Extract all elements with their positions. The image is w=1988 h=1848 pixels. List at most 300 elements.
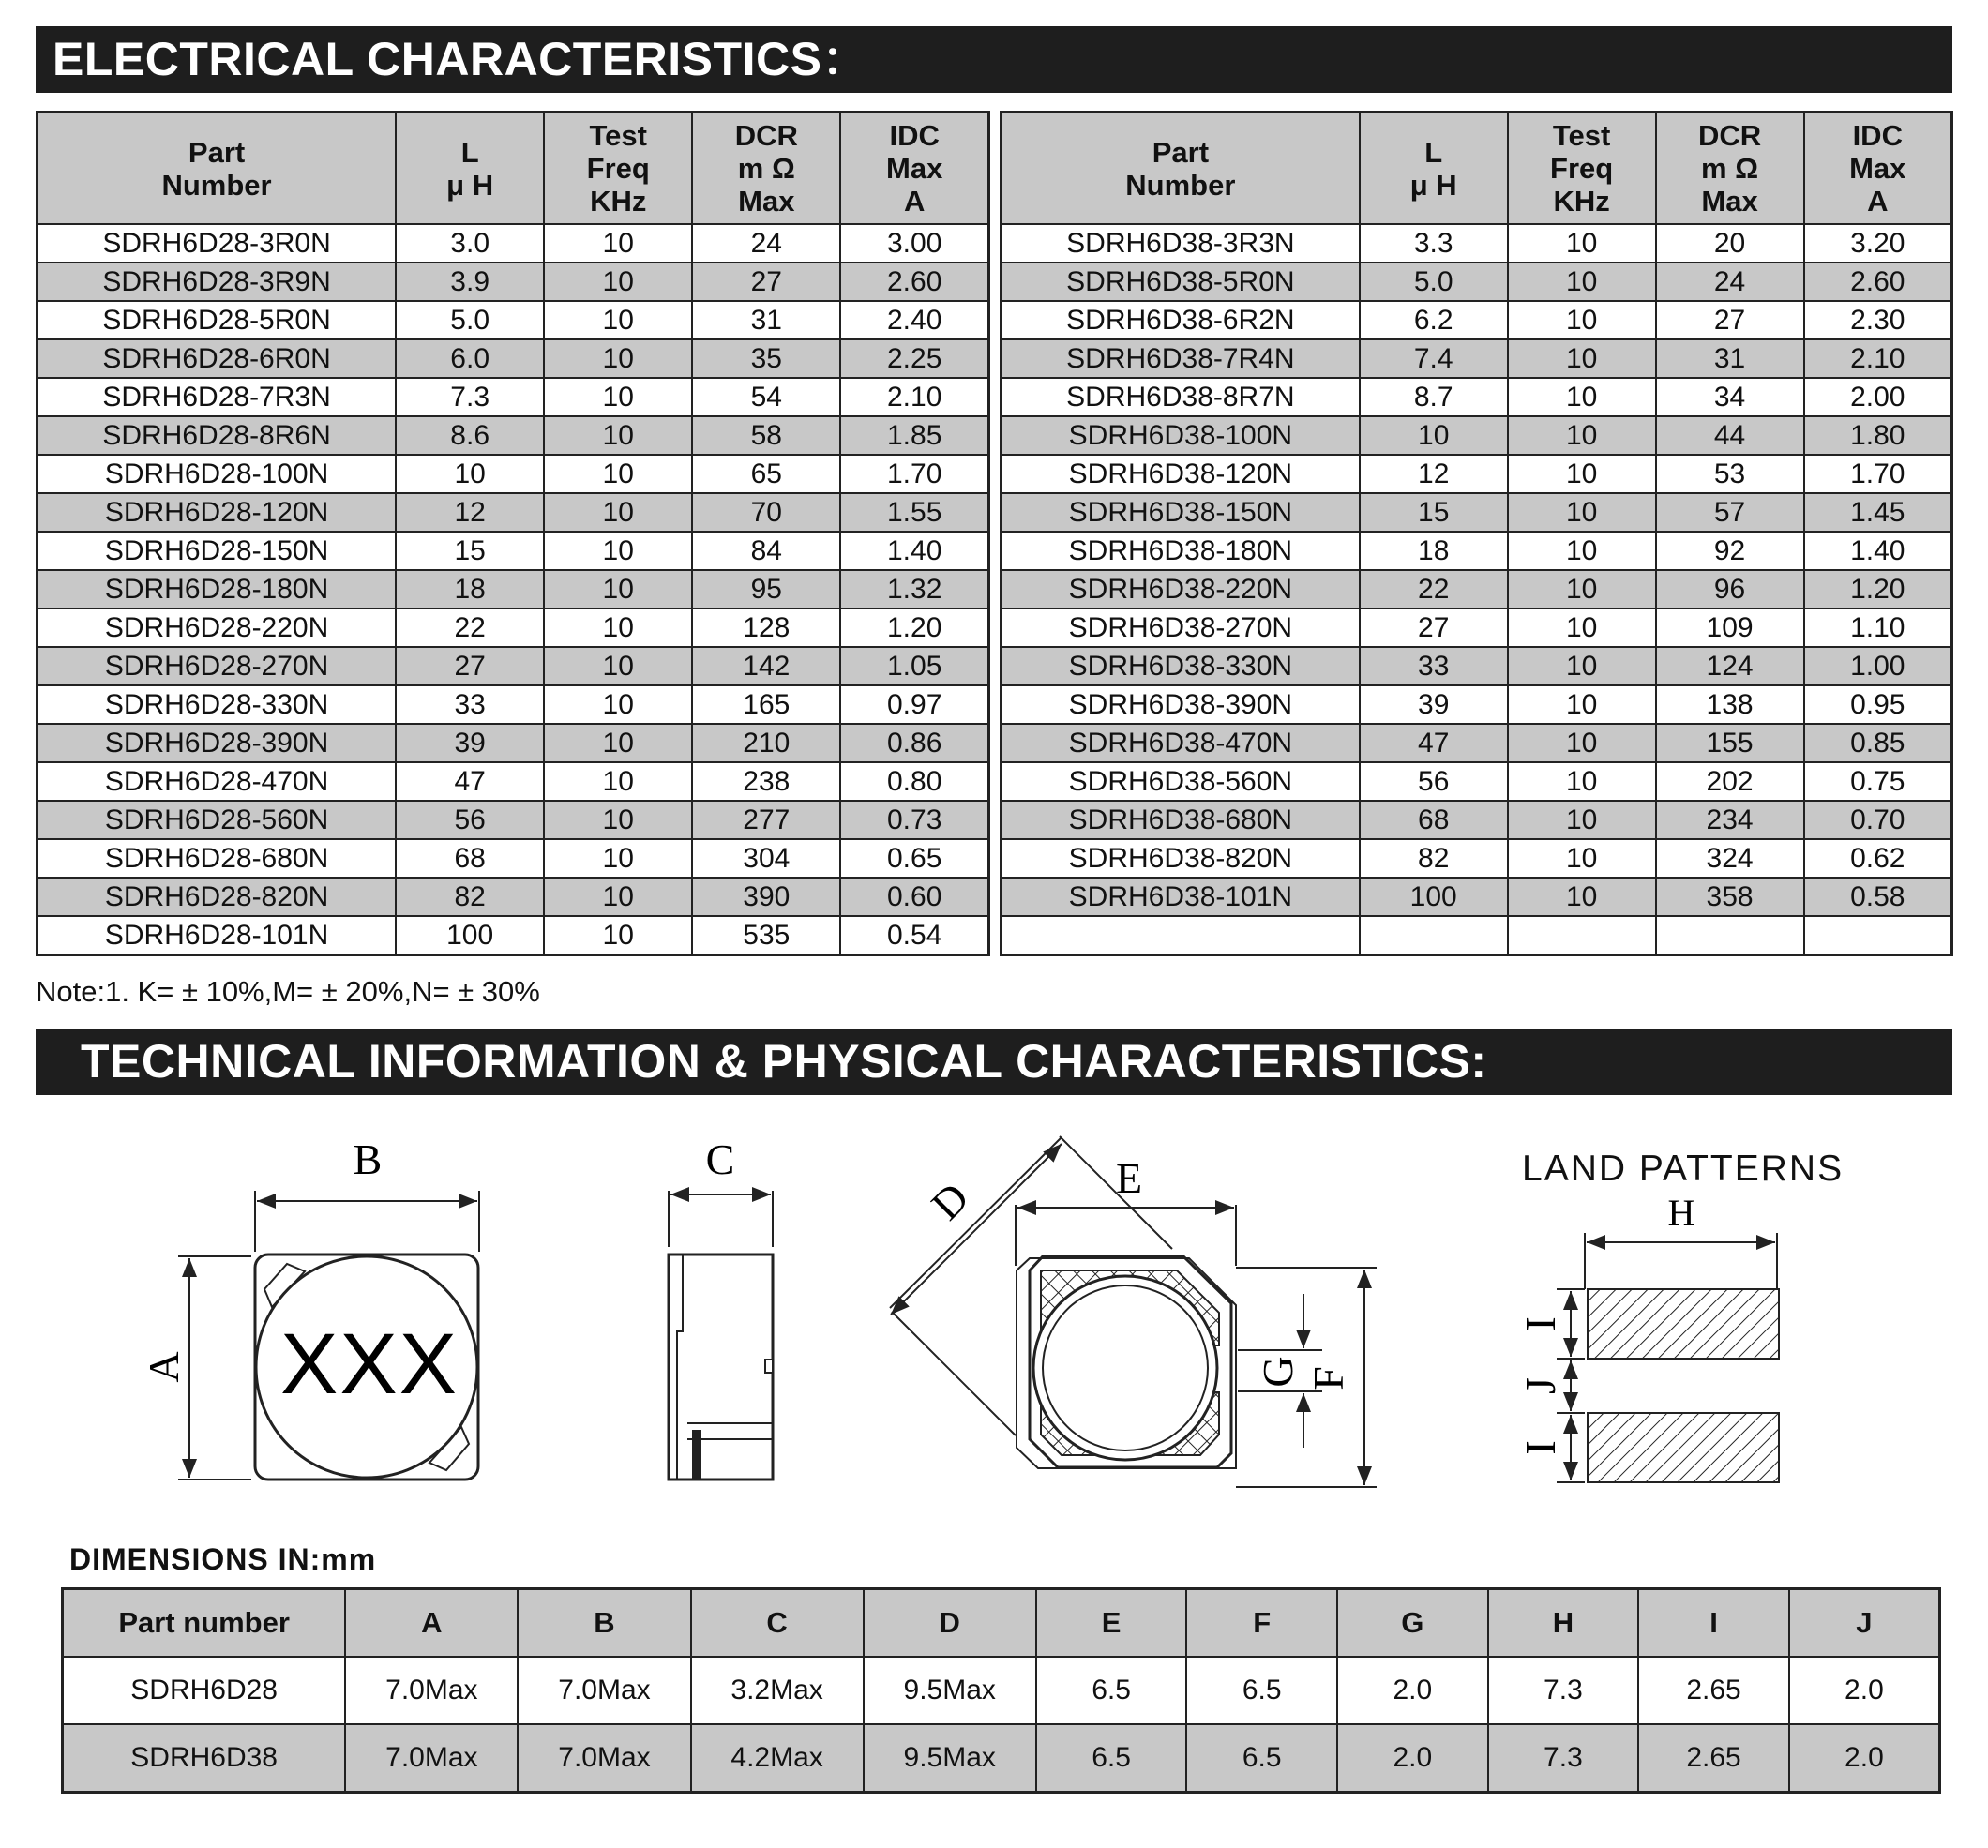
- table-cell: 10: [1508, 608, 1656, 647]
- electrical-table-6d38: [1000, 111, 1953, 956]
- banner-title: ELECTRICAL CHARACTERISTICS: [53, 33, 822, 85]
- table-row: [38, 570, 989, 608]
- header-row: [1002, 113, 1952, 225]
- table-cell: 10: [1508, 878, 1656, 916]
- table-cell: 1.20: [840, 608, 988, 647]
- table-cell: 24: [1656, 263, 1804, 301]
- table-cell: 2.25: [840, 339, 988, 378]
- table-row: [1002, 762, 1952, 801]
- label-i-top: I: [1516, 1316, 1564, 1331]
- header-text: Max: [738, 185, 795, 218]
- table-cell: 1.85: [840, 416, 988, 455]
- table-cell: 39: [1360, 685, 1508, 724]
- table-cell: 6.2: [1360, 301, 1508, 339]
- table-cell: 10: [544, 339, 692, 378]
- table-cell: 35: [692, 339, 840, 378]
- table-cell: [1656, 916, 1804, 955]
- header-text: A: [903, 185, 926, 218]
- table-cell: [1360, 916, 1508, 955]
- table-cell: 6.5: [1036, 1724, 1187, 1793]
- header-text: m Ω: [737, 152, 795, 185]
- core-inner-circle: [1043, 1285, 1208, 1450]
- table-cell: 202: [1656, 762, 1804, 801]
- table-cell: 2.00: [1804, 378, 1952, 416]
- table-cell: 12: [1360, 455, 1508, 493]
- table-cell: 10: [544, 608, 692, 647]
- table-cell: 70: [692, 493, 840, 532]
- table-cell: 84: [692, 532, 840, 570]
- table-row: [1002, 493, 1952, 532]
- header-text: DCR: [734, 119, 798, 152]
- table-cell: SDRH6D28-5R0N: [38, 301, 397, 339]
- header-text: KHz: [1553, 185, 1610, 218]
- table-cell: 65: [692, 455, 840, 493]
- table-cell: 10: [1508, 647, 1656, 685]
- header-text: DCR: [1697, 119, 1762, 152]
- table-cell: 0.85: [1804, 724, 1952, 762]
- table-cell: 3.00: [840, 224, 988, 263]
- table-cell: 10: [544, 455, 692, 493]
- table-cell: 7.3: [396, 378, 544, 416]
- table-cell: SDRH6D28-120N: [38, 493, 397, 532]
- tolerance-note: Note:1. K= ± 10%,M= ± 20%,N= ± 30%: [36, 975, 540, 1008]
- table-cell: 27: [396, 647, 544, 685]
- table-cell: 165: [692, 685, 840, 724]
- table-cell: SDRH6D28-100N: [38, 455, 397, 493]
- table-row: [38, 878, 989, 916]
- header-text: Max: [1849, 152, 1906, 185]
- table-cell: 0.58: [1804, 878, 1952, 916]
- table-cell: SDRH6D28-8R6N: [38, 416, 397, 455]
- table-cell: 1.05: [840, 647, 988, 685]
- table-cell: 92: [1656, 532, 1804, 570]
- table-cell: 1.10: [1804, 608, 1952, 647]
- table-row: [38, 801, 989, 839]
- table-cell: SDRH6D28-820N: [38, 878, 397, 916]
- table-cell: 2.0: [1789, 1724, 1940, 1793]
- table-cell: [1002, 916, 1360, 955]
- table-cell: 100: [1360, 878, 1508, 916]
- table-cell: SDRH6D28-560N: [38, 801, 397, 839]
- table-cell: 9.5Max: [864, 1657, 1036, 1724]
- table-cell: 1.40: [840, 532, 988, 570]
- dimensions-header-cell: I: [1638, 1589, 1789, 1658]
- table-row: [38, 916, 989, 955]
- table-cell: 33: [396, 685, 544, 724]
- table-cell: 2.60: [840, 263, 988, 301]
- table-cell: 109: [1656, 608, 1804, 647]
- table-cell: SDRH6D38-7R4N: [1002, 339, 1360, 378]
- table-cell: 0.60: [840, 878, 988, 916]
- table-row: [38, 839, 989, 878]
- table-cell: 100: [396, 916, 544, 955]
- header-text: μ H: [1409, 168, 1457, 202]
- table-cell: 96: [1656, 570, 1804, 608]
- table-cell: 138: [1656, 685, 1804, 724]
- table-cell: 7.0Max: [345, 1657, 518, 1724]
- label-f: F: [1304, 1366, 1352, 1390]
- table-cell: SDRH6D28-390N: [38, 724, 397, 762]
- table-cell: SDRH6D38: [63, 1724, 346, 1793]
- dimensions-header-cell: Part number: [63, 1589, 346, 1658]
- table-cell: SDRH6D38-8R7N: [1002, 378, 1360, 416]
- table-cell: SDRH6D38-150N: [1002, 493, 1360, 532]
- table-cell: SDRH6D38-820N: [1002, 839, 1360, 878]
- table-row: [38, 339, 989, 378]
- table-row: [1002, 685, 1952, 724]
- table-cell: 0.86: [840, 724, 988, 762]
- header-text: Number: [161, 168, 272, 202]
- table-row: [1002, 339, 1952, 378]
- table-cell: 10: [544, 224, 692, 263]
- table-cell: 10: [544, 762, 692, 801]
- table-cell: 155: [1656, 724, 1804, 762]
- table-cell: SDRH6D38-560N: [1002, 762, 1360, 801]
- banner-title: TECHNICAL INFORMATION & PHYSICAL CHARACTERISTICS:: [81, 1035, 1487, 1088]
- table-cell: 10: [544, 839, 692, 878]
- table-cell: [1804, 916, 1952, 955]
- table-cell: 8.7: [1360, 378, 1508, 416]
- dimensions-header-cell: F: [1186, 1589, 1337, 1658]
- table-cell: 58: [692, 416, 840, 455]
- land-pad-top: [1588, 1289, 1779, 1359]
- table-cell: SDRH6D28-3R0N: [38, 224, 397, 263]
- table-row: [1002, 416, 1952, 455]
- table-cell: 234: [1656, 801, 1804, 839]
- table-cell: 20: [1656, 224, 1804, 263]
- table-cell: 6.5: [1186, 1657, 1337, 1724]
- table-row: [1002, 378, 1952, 416]
- table-cell: 10: [544, 570, 692, 608]
- table-cell: SDRH6D28-180N: [38, 570, 397, 608]
- dimensions-header-row: [63, 1589, 1940, 1658]
- table-cell: 2.30: [1804, 301, 1952, 339]
- header-text: Test: [1552, 119, 1611, 152]
- table-cell: 22: [396, 608, 544, 647]
- table-cell: 5.0: [1360, 263, 1508, 301]
- table-cell: 10: [1508, 685, 1656, 724]
- header-text: L: [460, 135, 479, 169]
- table-cell: 10: [1508, 416, 1656, 455]
- table-cell: SDRH6D38-6R2N: [1002, 301, 1360, 339]
- table-cell: 1.20: [1804, 570, 1952, 608]
- table-cell: 34: [1656, 378, 1804, 416]
- table-cell: SDRH6D38-3R3N: [1002, 224, 1360, 263]
- dimensions-header-cell: J: [1789, 1589, 1940, 1658]
- table-cell: SDRH6D28: [63, 1657, 346, 1724]
- table-cell: 10: [1508, 263, 1656, 301]
- header-text: Freq: [586, 152, 650, 185]
- table-cell: SDRH6D38-470N: [1002, 724, 1360, 762]
- table-cell: 24: [692, 224, 840, 263]
- table-cell: SDRH6D38-101N: [1002, 878, 1360, 916]
- dimensions-header-cell: D: [864, 1589, 1036, 1658]
- label-d: D: [922, 1173, 978, 1229]
- table-cell: SDRH6D38-220N: [1002, 570, 1360, 608]
- header-inductance: [1360, 113, 1508, 225]
- table-row: [63, 1724, 1940, 1793]
- table-cell: 57: [1656, 493, 1804, 532]
- table-cell: 56: [396, 801, 544, 839]
- table-cell: SDRH6D28-330N: [38, 685, 397, 724]
- table-cell: 15: [396, 532, 544, 570]
- table-cell: 0.65: [840, 839, 988, 878]
- inductor-side-body: [669, 1255, 773, 1480]
- table-cell: 82: [1360, 839, 1508, 878]
- table-cell: 44: [1656, 416, 1804, 455]
- header-text: m Ω: [1701, 152, 1759, 185]
- table-cell: SDRH6D28-680N: [38, 839, 397, 878]
- header-text: A: [1867, 185, 1889, 218]
- table-cell: 7.3: [1488, 1724, 1639, 1793]
- table-cell: 10: [1508, 762, 1656, 801]
- table-cell: SDRH6D38-120N: [1002, 455, 1360, 493]
- table-cell: 1.80: [1804, 416, 1952, 455]
- label-i-bottom: I: [1516, 1440, 1564, 1455]
- table-cell: 0.95: [1804, 685, 1952, 724]
- header-text: Freq: [1550, 152, 1614, 185]
- table-cell: 10: [544, 378, 692, 416]
- header-text: L: [1424, 135, 1443, 169]
- table-row: [1002, 570, 1952, 608]
- top-view-drawing: [140, 1135, 479, 1480]
- table-row: [1002, 878, 1952, 916]
- table-cell: SDRH6D28-3R9N: [38, 263, 397, 301]
- table-cell: 10: [544, 532, 692, 570]
- table-cell: 10: [1508, 570, 1656, 608]
- table-cell: 0.80: [840, 762, 988, 801]
- table-cell: 10: [1508, 455, 1656, 493]
- table-cell: 358: [1656, 878, 1804, 916]
- header-idc: [1804, 113, 1952, 225]
- table-cell: 10: [544, 801, 692, 839]
- table-cell: 68: [1360, 801, 1508, 839]
- header-text: Max: [886, 152, 943, 185]
- part-marking: XXX: [279, 1316, 459, 1412]
- table-cell: 0.75: [1804, 762, 1952, 801]
- table-cell: 15: [1360, 493, 1508, 532]
- table-cell: 0.70: [1804, 801, 1952, 839]
- header-dcr: [1656, 113, 1804, 225]
- dimensions-table-body: [63, 1657, 1940, 1793]
- table-cell: SDRH6D38-180N: [1002, 532, 1360, 570]
- table-cell: 2.10: [1804, 339, 1952, 378]
- table-cell: SDRH6D28-270N: [38, 647, 397, 685]
- table-cell: 7.3: [1488, 1657, 1639, 1724]
- table-cell: 2.60: [1804, 263, 1952, 301]
- dimensions-header-cell: H: [1488, 1589, 1639, 1658]
- header-text: IDC: [889, 119, 940, 152]
- table-cell: 124: [1656, 647, 1804, 685]
- table-cell: 56: [1360, 762, 1508, 801]
- table-cell: 39: [396, 724, 544, 762]
- table-cell: SDRH6D38-100N: [1002, 416, 1360, 455]
- table-row: [63, 1657, 1940, 1724]
- table-cell: SDRH6D38-270N: [1002, 608, 1360, 647]
- table-cell: 304: [692, 839, 840, 878]
- table-row: [38, 224, 989, 263]
- table-cell: 2.65: [1638, 1657, 1789, 1724]
- table-row: [1002, 301, 1952, 339]
- table-row: [1002, 224, 1952, 263]
- table-cell: SDRH6D28-470N: [38, 762, 397, 801]
- table-cell: 6.5: [1036, 1657, 1187, 1724]
- table-cell: 10: [544, 263, 692, 301]
- table-cell: 2.10: [840, 378, 988, 416]
- table-row: [1002, 532, 1952, 570]
- table-cell: 7.0Max: [518, 1724, 690, 1793]
- header-text: Part: [188, 135, 246, 169]
- table-row: [1002, 801, 1952, 839]
- dimensions-header-cell: A: [345, 1589, 518, 1658]
- table-cell: 12: [396, 493, 544, 532]
- header-inductance: [396, 113, 544, 225]
- table-cell: 1.32: [840, 570, 988, 608]
- table-cell: 10: [1508, 224, 1656, 263]
- label-b: B: [353, 1135, 383, 1183]
- table-cell: SDRH6D28-220N: [38, 608, 397, 647]
- table-cell: 10: [544, 685, 692, 724]
- table-cell: 7.0Max: [345, 1724, 518, 1793]
- dimensions-header-cell: B: [518, 1589, 690, 1658]
- table-cell: 82: [396, 878, 544, 916]
- table-cell: SDRH6D28-101N: [38, 916, 397, 955]
- table-cell: SDRH6D28-7R3N: [38, 378, 397, 416]
- header-idc: [840, 113, 988, 225]
- banner-title-suffix: ：: [821, 33, 869, 85]
- table-cell: 10: [544, 878, 692, 916]
- table-cell: 0.54: [840, 916, 988, 955]
- table-cell: 535: [692, 916, 840, 955]
- table-cell: 1.45: [1804, 493, 1952, 532]
- table-cell: 10: [544, 724, 692, 762]
- table-cell: 68: [396, 839, 544, 878]
- table-cell: 5.0: [396, 301, 544, 339]
- table-cell: 10: [1508, 801, 1656, 839]
- table-cell: 210: [692, 724, 840, 762]
- table-cell: 10: [1508, 301, 1656, 339]
- table-cell: 10: [1508, 532, 1656, 570]
- dimensions-header-cell: C: [691, 1589, 864, 1658]
- table-cell: 238: [692, 762, 840, 801]
- table-cell: SDRH6D28-150N: [38, 532, 397, 570]
- table-cell: 31: [1656, 339, 1804, 378]
- label-e: E: [1115, 1154, 1143, 1202]
- dimensions-header-cell: E: [1036, 1589, 1187, 1658]
- table-cell: 47: [1360, 724, 1508, 762]
- table-cell: 2.0: [1789, 1657, 1940, 1724]
- table-row: [38, 493, 989, 532]
- table-cell: 3.20: [1804, 224, 1952, 263]
- table-cell: 6.5: [1186, 1724, 1337, 1793]
- table-cell: SDRH6D38-5R0N: [1002, 263, 1360, 301]
- table-cell: 390: [692, 878, 840, 916]
- table-cell: 18: [1360, 532, 1508, 570]
- header-text: μ H: [446, 168, 494, 202]
- table-cell: 10: [1360, 416, 1508, 455]
- table-cell: [1508, 916, 1656, 955]
- table-cell: 9.5Max: [864, 1724, 1036, 1793]
- table-row: [1002, 455, 1952, 493]
- table-cell: 10: [1508, 493, 1656, 532]
- table-row: [1002, 608, 1952, 647]
- table-cell: 54: [692, 378, 840, 416]
- table-row: [38, 762, 989, 801]
- table-cell: 142: [692, 647, 840, 685]
- table-cell: 10: [1508, 724, 1656, 762]
- table-cell: SDRH6D28-6R0N: [38, 339, 397, 378]
- table-cell: 10: [1508, 378, 1656, 416]
- table-cell: 10: [544, 416, 692, 455]
- header-text: Test: [589, 119, 647, 152]
- table-cell: 10: [544, 647, 692, 685]
- land-pad-bottom: [1588, 1413, 1779, 1482]
- table-cell: 1.40: [1804, 532, 1952, 570]
- table-cell: 0.62: [1804, 839, 1952, 878]
- table-cell: 0.73: [840, 801, 988, 839]
- table-cell: 1.70: [840, 455, 988, 493]
- header-text: KHz: [590, 185, 647, 218]
- table-row: [38, 724, 989, 762]
- table-row: [1002, 839, 1952, 878]
- table-cell: 10: [544, 493, 692, 532]
- table-cell: 324: [1656, 839, 1804, 878]
- label-a: A: [140, 1351, 188, 1383]
- table-cell: SDRH6D38-330N: [1002, 647, 1360, 685]
- table-cell: 27: [1656, 301, 1804, 339]
- table-cell: 18: [396, 570, 544, 608]
- header-dcr: [692, 113, 840, 225]
- header-test-freq: [1508, 113, 1656, 225]
- dimensions-table: [61, 1587, 1941, 1794]
- header-text: Max: [1701, 185, 1758, 218]
- label-j: J: [1516, 1377, 1564, 1394]
- table-cell: 33: [1360, 647, 1508, 685]
- technical-information-banner: [36, 1029, 1952, 1095]
- label-c: C: [705, 1135, 735, 1183]
- table-cell: SDRH6D38-390N: [1002, 685, 1360, 724]
- electrical-table-6d28: [36, 111, 990, 956]
- electrical-table-body: [38, 224, 989, 955]
- table-row: [38, 263, 989, 301]
- table-cell: 6.0: [396, 339, 544, 378]
- header-text: IDC: [1852, 119, 1903, 152]
- header-part-number: [1002, 113, 1360, 225]
- table-cell: 10: [396, 455, 544, 493]
- electrical-table-body: [1002, 224, 1952, 955]
- table-cell: 4.2Max: [691, 1724, 864, 1793]
- header-text: Number: [1125, 168, 1236, 202]
- table-cell: 2.0: [1337, 1724, 1488, 1793]
- table-cell: 31: [692, 301, 840, 339]
- table-cell: 1.70: [1804, 455, 1952, 493]
- table-cell: 8.6: [396, 416, 544, 455]
- table-cell: 47: [396, 762, 544, 801]
- label-h: H: [1667, 1192, 1695, 1234]
- table-cell: 1.00: [1804, 647, 1952, 685]
- bottom-view-drawing: [890, 1136, 1377, 1487]
- table-row: [38, 647, 989, 685]
- table-cell: 0.97: [840, 685, 988, 724]
- table-cell: 128: [692, 608, 840, 647]
- table-row: [38, 532, 989, 570]
- table-cell: 7.0Max: [518, 1657, 690, 1724]
- table-row: [38, 378, 989, 416]
- land-patterns-title: LAND PATTERNS: [1522, 1149, 1845, 1189]
- table-row: [1002, 647, 1952, 685]
- dimensions-header-cell: G: [1337, 1589, 1488, 1658]
- table-cell: 10: [1508, 839, 1656, 878]
